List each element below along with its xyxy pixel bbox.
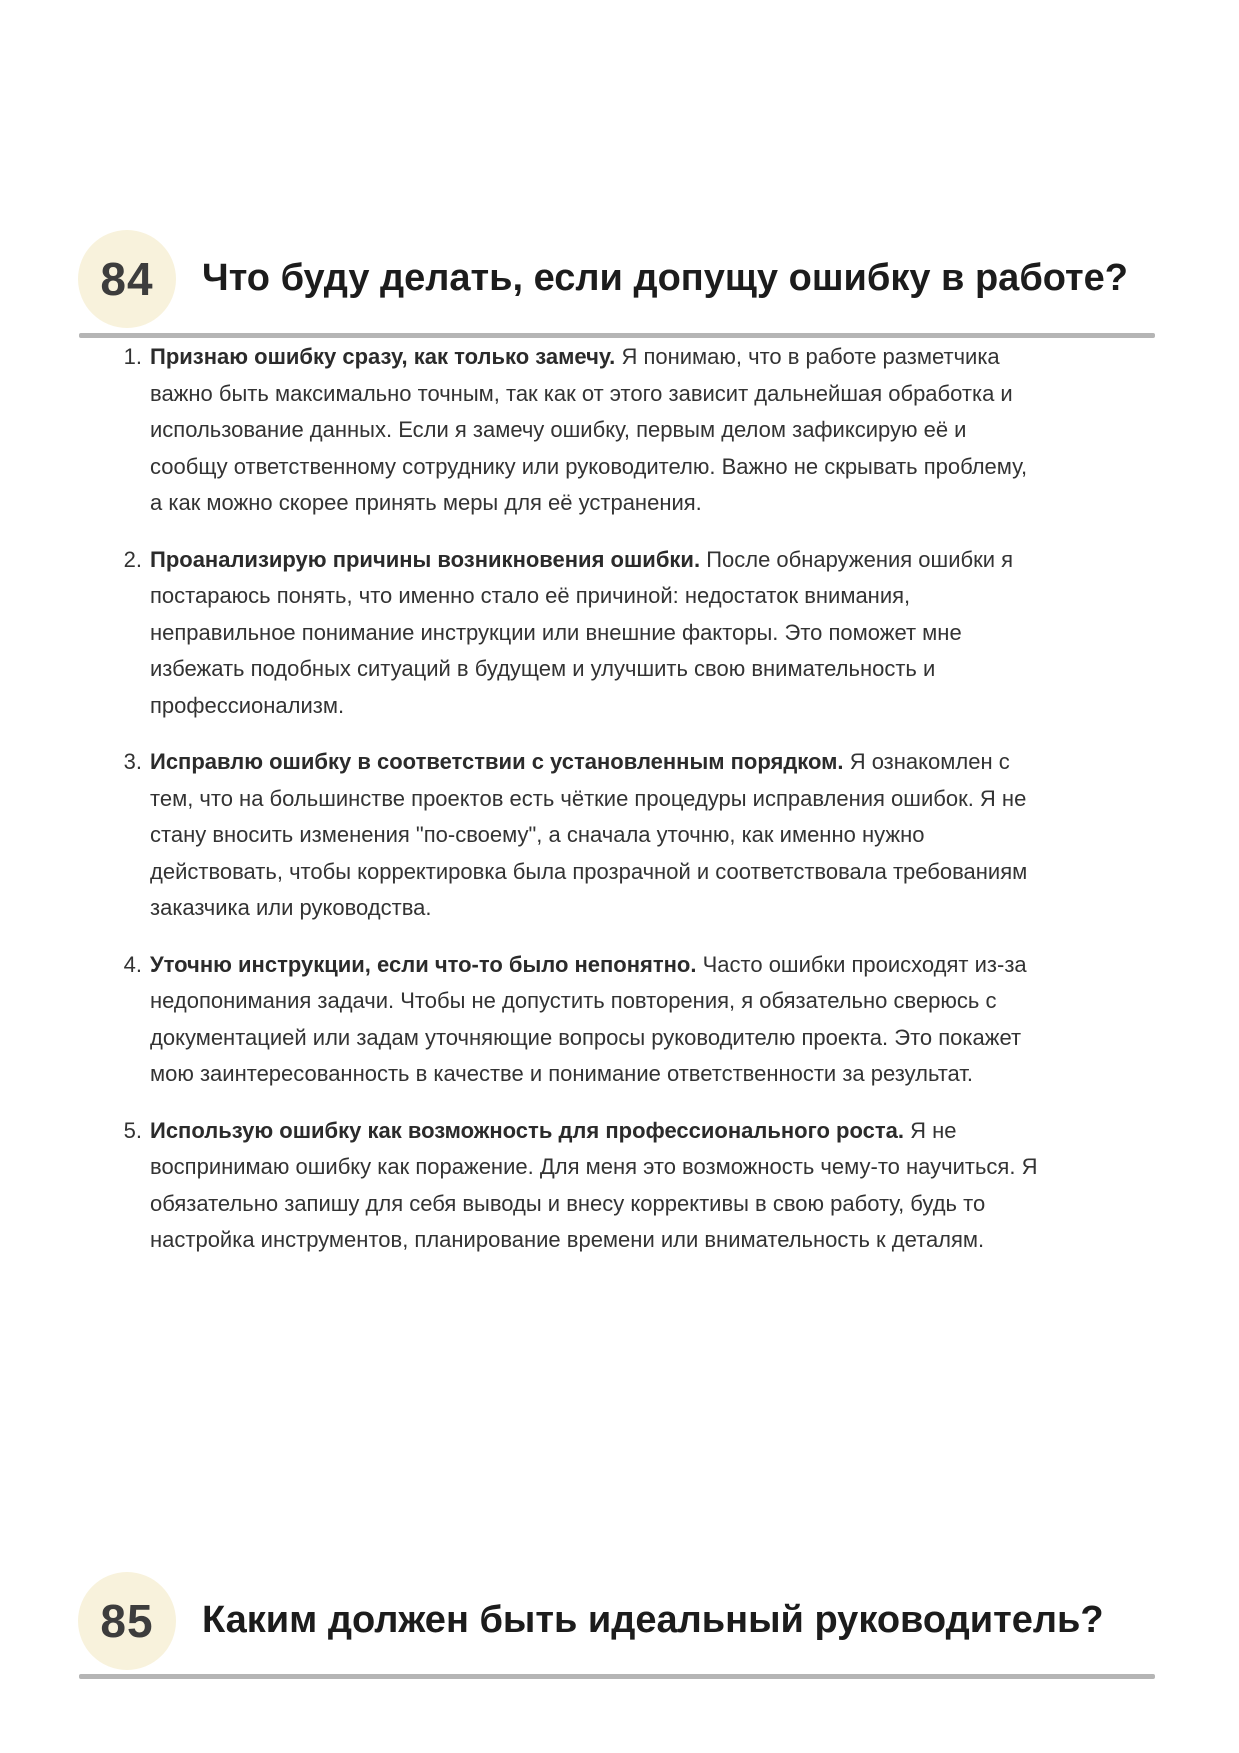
question-number-badge — [78, 230, 176, 328]
list-item-body: Я ознакомлен с тем, что на большинстве проектов есть чёткие процедуры исправления ошибок. Я не стану вносить изменения "по-своему", а сначала уточню, как именно нужно действовать, чтобы корректировка была прозрачной и соответствовала требованиям заказчика или руководства. — [150, 749, 1028, 920]
list-item — [118, 1113, 1043, 1259]
header-divider — [79, 1674, 1155, 1679]
list-item-marker: 3. — [123, 749, 142, 774]
list-item-lead: Уточню инструкции, если что-то было непонятно. — [150, 951, 697, 977]
list-item-body: Я понимаю, что в работе разметчика важно быть максимально точным, так как от этого зависит дальнейшая обработка и использование данных. Если я замечу ошибку, первым делом зафиксирую её и сообщу ответственному сотруднику или руководителю. Важно не скрывать проблему, а как можно скорее принять меры для её устранения. — [150, 344, 1028, 515]
list-item-text — [150, 542, 1040, 725]
list-item-body: Я не воспринимаю ошибку как поражение. Для меня это возможность чему-то научиться. Я обязательно запишу для себя выводы и внесу коррективы в свою работу, будь то настройка инструментов, планирование времени или внимательность к деталям. — [150, 1117, 1038, 1252]
question-number: 85 — [100, 1595, 154, 1647]
list-item-lead: Признаю ошибку сразу, как только замечу. — [150, 344, 616, 369]
question-84-header — [78, 230, 1128, 328]
answer-list — [118, 339, 1043, 1279]
list-item — [118, 744, 1043, 927]
list-item-marker: 5. — [123, 1117, 142, 1143]
list-item-text — [150, 744, 1040, 927]
question-number: 84 — [100, 253, 154, 305]
question-85-header — [78, 1572, 1104, 1670]
question-title: Каким должен быть идеальный руководитель? — [202, 1599, 1104, 1642]
question-number-badge — [78, 1572, 176, 1670]
list-item-lead: Исправлю ошибку в соответствии с установленным порядком. — [150, 749, 844, 774]
list-item-text — [150, 947, 1040, 1093]
list-item-text — [150, 339, 1040, 522]
list-item-text — [150, 1113, 1040, 1259]
list-item — [118, 542, 1043, 725]
list-item-lead: Использую ошибку как возможность для профессионального роста. — [150, 1117, 904, 1143]
list-item-lead: Проанализирую причины возникновения ошибки. — [150, 546, 701, 572]
list-item-body: После обнаружения ошибки я постараюсь понять, что именно стало её причиной: недостаток внимания, неправильное понимание инструкции или внешние факторы. Это поможет мне избежать подобных ситуаций в будущем и улучшить свою внимательность и профессионализм. — [150, 546, 1014, 718]
list-item — [118, 339, 1043, 522]
list-item-marker: 4. — [123, 951, 142, 977]
list-item-body: Часто ошибки происходят из-за недопонимания задачи. Чтобы не допустить повторения, я обязательно сверюсь с документацией или задам уточняющие вопросы руководителю проекта. Это покажет мою заинтересованность в качестве и понимание ответственности за результат. — [150, 951, 1027, 1086]
list-item — [118, 947, 1043, 1093]
list-item-marker: 2. — [123, 546, 142, 572]
question-title: Что буду делать, если допущу ошибку в работе? — [202, 257, 1129, 300]
list-item-marker: 1. — [123, 344, 142, 369]
header-divider — [79, 333, 1155, 338]
